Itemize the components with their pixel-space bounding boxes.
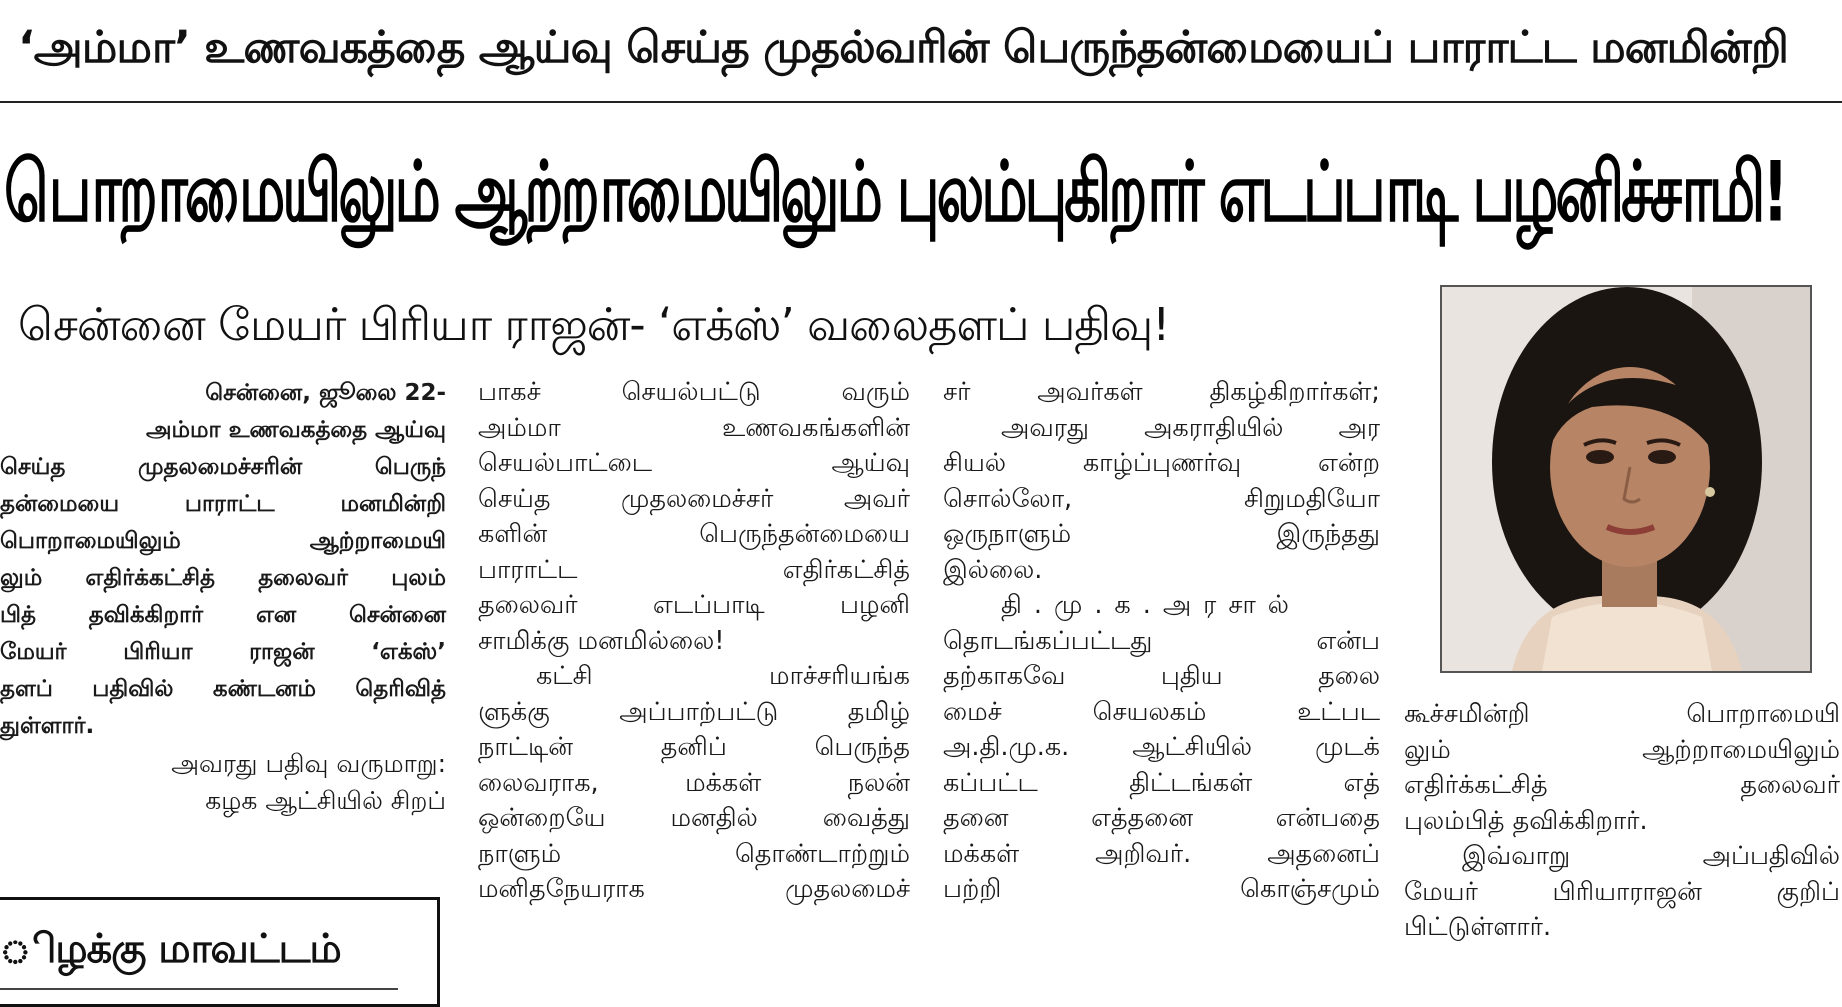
body-line: பாகச் செயல்பட்டு வரும் [478,377,910,407]
mayor-photo [1440,285,1812,673]
body-line: எதிர்க்கட்சித் தலைவர் [1404,770,1840,800]
body-line: தி.மு.க.அரசால் [1001,590,1301,620]
body-line: ளுக்கு அப்பாற்பட்டு தமிழ் [478,696,910,727]
portrait-image [1442,287,1810,671]
body-line: தளப் பதிவில் கண்டனம் தெரிவித் [0,676,446,702]
body-line: தொடங்கப்பட்டது என்ப [943,625,1380,656]
body-line: அம்மா உணவகத்தை ஆய்வு [145,417,446,443]
body-line: தன்மையை பாராட்ட மனமின்றி [0,491,446,517]
body-line: தற்காகவே புதிய தலை [943,661,1380,691]
next-story-box [0,897,440,1007]
body-line: சொல்லோ, சிறுமதியோ [943,483,1380,514]
body-line: செய்த முதலமைச்சரின் பெருந் [0,454,446,480]
body-line: அவரது அகராதியில் அர [1001,412,1380,443]
body-line: பொறாமையிலும் ஆற்றாமையி [0,528,446,554]
body-line: கூச்சமின்றி பொறாமையி [1404,699,1840,729]
body-line: புலம்பித் தவிக்கிறார். [1404,805,1648,836]
body-line: களின் பெருந்தன்மையை [478,519,910,549]
body-line: இல்லை. [943,554,1043,585]
body-line: மேயர் பிரியா ராஜன் ‘எக்ஸ்’ [0,639,446,665]
body-line: சாமிக்கு மனமில்லை! [478,625,725,656]
body-line: தனை எத்தனை என்பதை [943,803,1380,833]
body-line: இவ்வாறு அப்பதிவில் [1462,841,1840,871]
body-line: சியல் காழ்ப்புணர்வு என்ற [943,448,1380,478]
article-subhead: சென்னை மேயர் பிரியா ராஜன்- ‘எக்ஸ்’ வலைதளப் பதிவு! [18,298,1170,351]
article-column-3 [943,375,1380,908]
article-headline: பொறாமையிலும் ஆற்றாமையிலும் புலம்புகிறார் எடப்பாடி பழனிச்சாமி! [4,143,1786,241]
article-column-1 [0,375,446,819]
body-line: லைவராக, மக்கள் நலன் [478,767,910,798]
body-line: மைச் செயலகம் உட்பட [943,696,1380,727]
body-line: அவரது பதிவு வருமாறு: [171,749,446,778]
body-line: அம்மா உணவகங்களின் [478,412,910,443]
article-kicker: ‘அம்மா’ உணவகத்தை ஆய்வு செய்த முதல்வரின் பெருந்தன்மையைப் பாராட்ட மனமின்றி [18,22,1789,73]
body-line: லும் ஆற்றாமையிலும் [1404,734,1840,765]
body-line: லும் எதிர்க்கட்சித் தலைவர் புலம் [0,565,446,591]
body-line: கழக ஆட்சியில் சிறப் [205,786,446,815]
body-line: நாட்டின் தனிப் பெருந்த [478,732,910,762]
body-line: பாராட்ட எதிர்கட்சித் [478,554,910,585]
body-line: பிட்டுள்ளார். [1404,912,1552,942]
body-line: ஒன்றையே மனதில் வைத்து [478,803,910,833]
body-line: தலைவர் எடப்பாடி பழனி [478,590,910,620]
body-line: கப்பட்ட திட்டங்கள் எத் [943,767,1380,798]
body-line: அ.தி.மு.க. ஆட்சியில் முடக் [943,732,1380,762]
body-line: மேயர் பிரியாராஜன் குறிப் [1404,876,1840,907]
body-line: சர் அவர்கள் திகழ்கிறார்கள்; [943,377,1380,407]
body-line: நாளும் தொண்டாற்றும் [478,838,910,869]
body-line: கட்சி மாச்சரியங்க [536,661,910,691]
body-line: செய்த முதலமைச்சர் அவர் [478,483,910,514]
next-story-heading: ிழக்கு மாவட்டம் [0,926,341,972]
article-column-4 [1404,697,1840,946]
body-line: ஒருநாளும் இருந்தது [943,519,1380,549]
body-line: பற்றி கொஞ்சமும் [943,874,1380,904]
article-column-2 [478,375,910,908]
body-line: செயல்பாட்டை ஆய்வு [478,448,910,478]
body-line: பித் தவிக்கிறார் என சென்னை [0,602,446,628]
body-line: மக்கள் அறிவர். அதனைப் [943,838,1380,869]
body-line: மனிதநேயராக முதலமைச் [478,874,910,904]
dateline: சென்னை, ஜூலை 22- [205,380,446,406]
body-line: துள்ளார். [0,713,95,739]
